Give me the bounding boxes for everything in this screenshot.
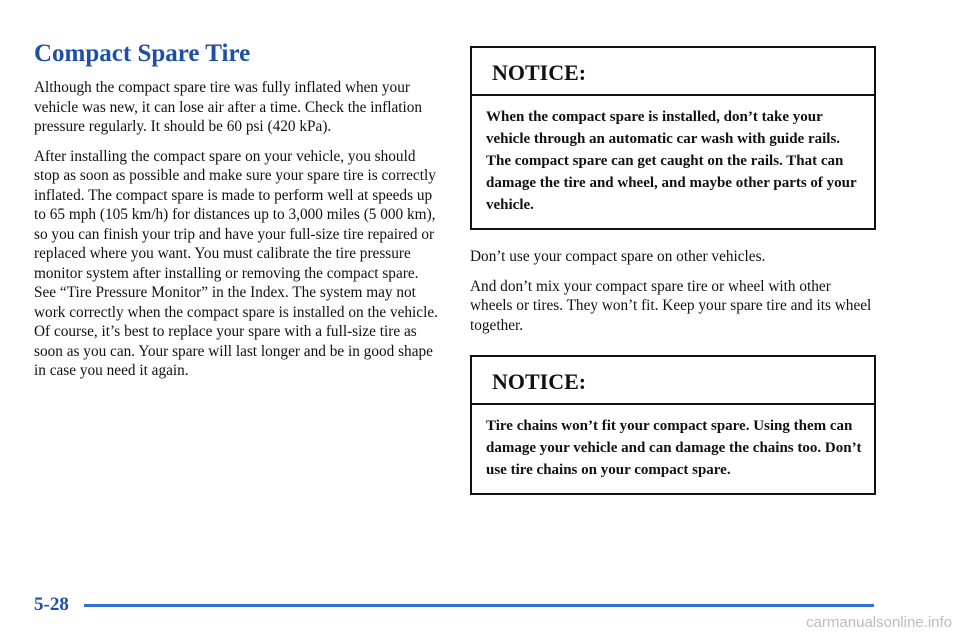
paragraph-dont-mix: And don’t mix your compact spare tire or wheel with other wheels or tires. They won’t fit. Keep your spare tire and its wheel together. xyxy=(470,277,872,334)
notice-box-car-wash xyxy=(470,46,876,230)
notice-box-tire-chains xyxy=(470,355,876,495)
notice-text: Tire chains won’t fit your compact spare. Using them can damage your vehicle and can damage the chains too. Don’t use tire chains on your compact spare. xyxy=(486,418,862,478)
notice-text: When the compact spare is installed, don’t take your vehicle through an automatic car wash with guide rails. The compact spare can get caught on the rails. That can damage the tire and wheel, and maybe other parts of your vehicle. xyxy=(486,109,857,213)
watermark: carmanualsonline.info xyxy=(806,614,952,631)
footer-rule xyxy=(84,604,874,607)
page-number: 5-28 xyxy=(34,594,69,615)
right-column-text xyxy=(470,247,876,335)
left-column xyxy=(34,78,438,391)
notice-heading: NOTICE: xyxy=(472,48,874,96)
paragraph-inflation: Although the compact spare tire was fully inflated when your vehicle was new, it can lose air after a time. Check the inflation pressure regularly. It should be 60 psi (420 kPa). xyxy=(34,79,423,135)
right-column xyxy=(470,46,876,495)
page-title: Compact Spare Tire xyxy=(34,40,251,67)
paragraph-installing: After installing the compact spare on your vehicle, you should stop as soon as possible and make sure your spare tire is correctly inflated. The compact spare is made to perform well at speeds up to 65 mph (105 km/h) for distances up to 3,000 miles (5 000 km), so you can finish your trip and have your full-size tire repaired or replaced where you want. You must calibrate the tire pressure monitor system after installing or removing the compact spare. See “Tire Pressure Monitor” in the Index. The system may not work correctly when the compact spare is installed on the vehicle. Of course, it’s best to replace your spare with a full-size tire as soon as you can. Your spare will last longer and be in good shape in case you need it again. xyxy=(34,147,438,379)
paragraph-other-vehicles: Don’t use your compact spare on other vehicles. xyxy=(470,248,766,265)
notice-heading: NOTICE: xyxy=(472,357,874,405)
